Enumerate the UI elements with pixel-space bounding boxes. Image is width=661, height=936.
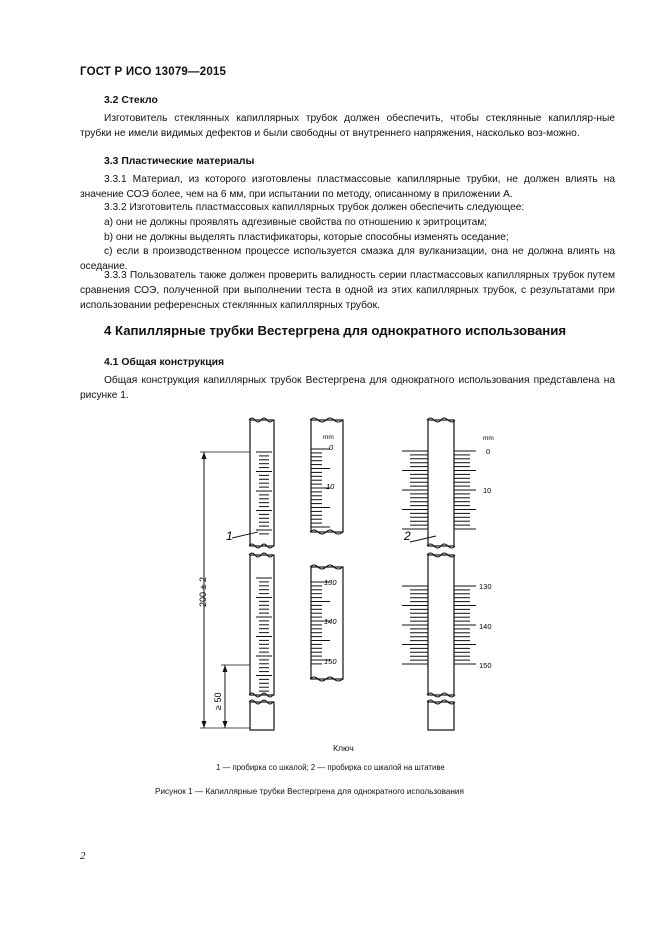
clause-3-3-3: 3.3.3 Пользователь также должен проверить валидность серии пластмассовых капиллярных трубок путем сравнения СОЭ, полученной при выполнении теста в одной из этих капиллярных трубок, с результатами при использовании референсных стеклянных капиллярных трубок. <box>80 270 615 312</box>
dimension-total-length <box>198 452 255 728</box>
scale-mark-0: 0 <box>329 443 334 452</box>
list-item-b: b) они не должны выделять пластификаторы, которые способны изменять оседание; <box>104 232 509 243</box>
section-4-1-text: Общая конструкция капиллярных трубок Вестергрена для однократного использования представлена на рисунке 1. <box>80 375 615 402</box>
scale-mark-10: 10 <box>326 482 335 491</box>
figure-key-text: 1 — пробирка со шкалой; 2 — пробирка со шкалой на штативе <box>216 763 445 772</box>
scale-mark-140: 140 <box>324 617 337 626</box>
list-item-a: a) они не должны проявлять адгезивные свойства по отношению к эритроцитам; <box>104 217 488 228</box>
stand-mark-150: 150 <box>479 661 492 670</box>
scale-mark-130: 130 <box>324 578 337 587</box>
document-header: ГОСТ Р ИСО 13079—2015 <box>80 66 227 78</box>
section-4-title: 4 Капиллярные трубки Вестергрена для однократного использования <box>104 323 567 338</box>
unit-label-detail: mm <box>323 434 334 441</box>
dimension-total-label: 200 ± 2 <box>198 577 208 607</box>
page-number: 2 <box>80 850 86 862</box>
figure-westergren-tubes <box>180 412 500 732</box>
clause-3-3-2: 3.3.2 Изготовитель пластмассовых капиллярных трубок должен обеспечить следующее: <box>104 202 525 213</box>
dimension-bottom-length <box>213 665 255 728</box>
tube-1-scaled <box>249 418 274 730</box>
clause-3-3-1: 3.3.1 Материал, из которого изготовлены пластмассовые капиллярные трубки, не должен влиять на значение СОЭ более, чем на 6 мм, при испытании по методу, описанному в приложении А. <box>80 174 615 201</box>
section-3-2-title: 3.2 Стекло <box>104 95 158 106</box>
stand-mark-10: 10 <box>483 486 492 495</box>
scale-detail-bottom <box>310 565 343 681</box>
figure-caption: Рисунок 1 — Капиллярные трубки Вестергрена для однократного использования <box>155 787 464 796</box>
scale-mark-150: 150 <box>324 657 337 666</box>
section-3-3-title: 3.3 Пластические материалы <box>104 156 255 167</box>
stand-mark-140: 140 <box>479 622 492 631</box>
list-item-c: c) если в производственном процессе используется смазка для вулканизации, она не должна влиять на оседание. <box>80 246 615 273</box>
stand-mark-130: 130 <box>479 582 492 591</box>
dimension-bottom-label: ≥ 50 <box>213 692 223 710</box>
section-4-1-title: 4.1 Общая конструкция <box>104 357 225 368</box>
unit-label-stand: mm <box>483 435 494 442</box>
tube-2-with-stand-scale <box>402 418 494 730</box>
callout-1: 1 <box>226 529 233 543</box>
scale-detail-top <box>310 418 343 534</box>
section-3-2-text: Изготовитель стеклянных капиллярных трубок должен обеспечить, чтобы стеклянные капилляр-ные трубки не имели видимых дефектов и были свободны от внутреннего напряжения, насколько воз-можно. <box>80 113 615 140</box>
callout-2: 2 <box>404 529 411 543</box>
figure-key-title: Ключ <box>333 743 354 753</box>
stand-mark-0: 0 <box>486 447 491 456</box>
